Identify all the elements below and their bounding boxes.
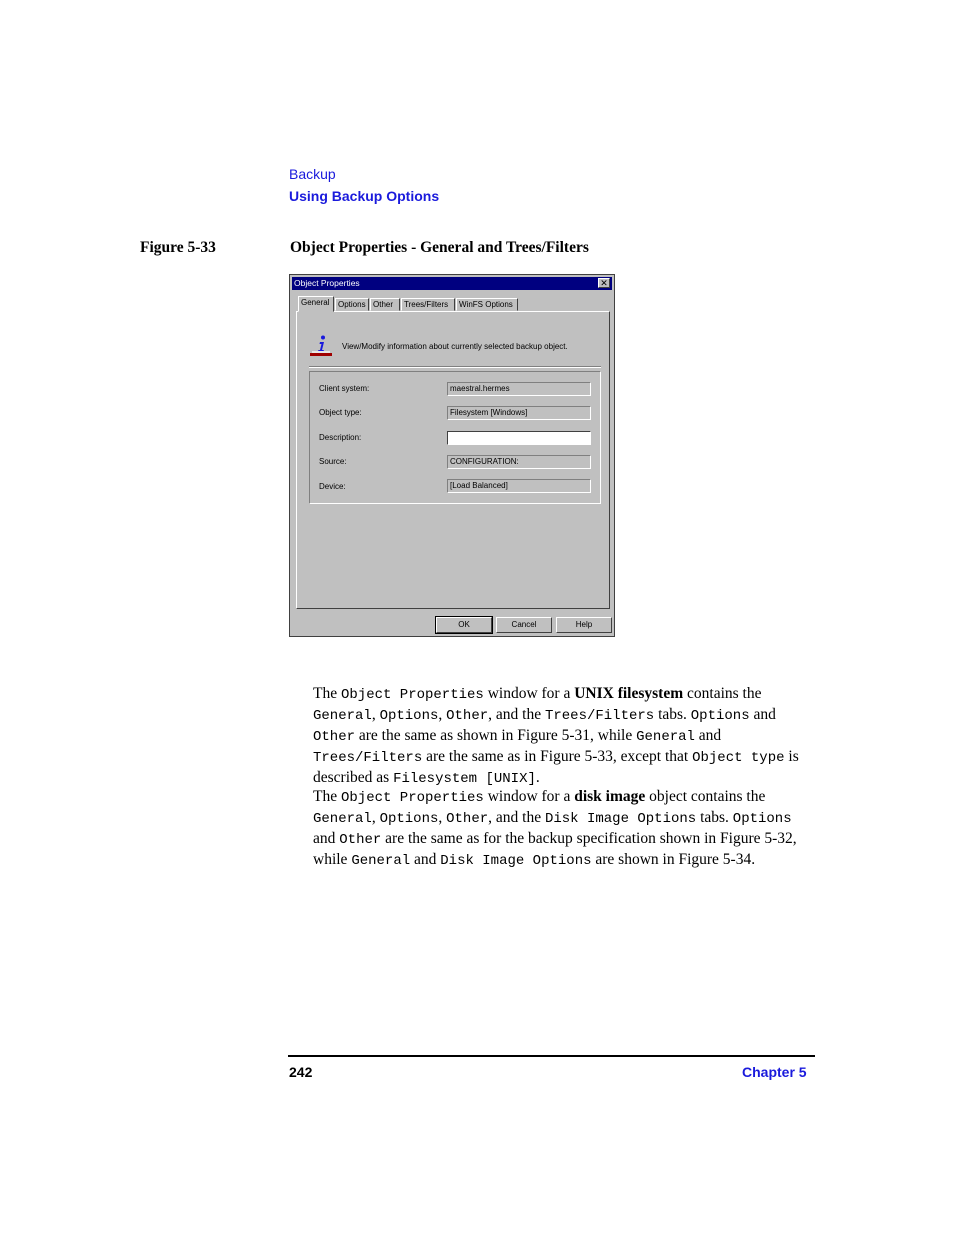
separator — [309, 366, 601, 368]
client-system-field: maestral.hermes — [447, 382, 591, 396]
code: Options — [690, 708, 750, 724]
tab-winfs-options[interactable]: WinFS Options — [456, 298, 518, 311]
code: General — [636, 729, 695, 745]
code: Disk Image Options — [440, 853, 592, 869]
description-label: Description: — [319, 433, 362, 442]
code: Other — [313, 729, 356, 745]
tab-other[interactable]: Other — [370, 298, 400, 311]
code: Options — [379, 708, 439, 724]
running-header-subsection: Using Backup Options — [289, 188, 440, 204]
figure-label: Figure 5-33 — [140, 239, 216, 256]
text: are the same as shown in Figure 5-31, while — [355, 727, 637, 744]
device-field: [Load Balanced] — [447, 479, 591, 493]
text: window for a — [483, 788, 575, 805]
properties-group — [309, 371, 601, 504]
source-field: CONFIGURATION: — [447, 455, 591, 469]
text: and — [749, 706, 776, 723]
paragraph-unix-filesystem — [313, 684, 813, 789]
info-text: View/Modify information about currently selected backup object. — [342, 342, 568, 351]
text: are the same as in Figure 5-33, except that — [422, 748, 693, 765]
device-label: Device: — [319, 482, 346, 491]
description-input[interactable] — [447, 431, 591, 445]
text: contains the — [683, 685, 762, 702]
text: , — [371, 809, 380, 826]
text: . — [535, 769, 540, 786]
text: , — [438, 706, 447, 723]
text: is described as — [313, 748, 799, 786]
dialog-titlebar — [292, 277, 612, 290]
object-type-label: Object type: — [319, 408, 362, 417]
tab-options[interactable]: Options — [335, 298, 369, 311]
code: Other — [446, 811, 489, 827]
ok-button[interactable]: OK — [436, 617, 492, 633]
code: Trees/Filters — [313, 750, 423, 766]
bold-term: UNIX filesystem — [574, 685, 684, 702]
close-icon[interactable]: ✕ — [598, 278, 610, 288]
text: The — [313, 788, 341, 805]
code: Object Properties — [340, 790, 484, 806]
dialog-title: Object Properties — [294, 278, 360, 288]
code: General — [351, 853, 411, 869]
code: Other — [446, 708, 489, 724]
page-number: 242 — [289, 1064, 313, 1080]
client-system-label: Client system: — [319, 384, 370, 393]
object-properties-dialog — [289, 274, 615, 637]
text: , and the — [488, 706, 545, 723]
code: Options — [732, 811, 792, 827]
code: Object Properties — [340, 687, 484, 703]
tab-panel-general — [296, 311, 610, 609]
text: are the same as for the backup specification shown in Figure 5-32, while — [313, 830, 797, 868]
text: , — [371, 706, 380, 723]
figure-title: Object Properties - General and Trees/Filters — [290, 239, 589, 256]
text: , and the — [488, 809, 545, 826]
text: tabs. — [696, 809, 733, 826]
text: and — [410, 851, 441, 868]
text: The — [313, 685, 341, 702]
footer-rule — [288, 1055, 815, 1057]
text: and — [694, 727, 722, 744]
code: Other — [339, 832, 382, 848]
code: Object type — [692, 750, 785, 766]
source-label: Source: — [319, 457, 347, 466]
text: window for a — [483, 685, 575, 702]
code: Filesystem [UNIX] — [393, 771, 536, 787]
chapter-link[interactable]: Chapter 5 — [742, 1064, 807, 1080]
code: General — [313, 811, 372, 827]
bold-term: disk image — [574, 788, 646, 805]
text: and — [313, 830, 340, 847]
tab-general[interactable]: General — [298, 296, 334, 312]
object-type-field: Filesystem [Windows] — [447, 406, 591, 420]
tab-trees-filters[interactable]: Trees/Filters — [401, 298, 455, 311]
code: Options — [379, 811, 439, 827]
text: object contains the — [645, 788, 766, 805]
help-button[interactable]: Help — [556, 617, 612, 633]
text: are shown in Figure 5-34. — [591, 851, 756, 868]
running-header-section: Backup — [289, 166, 336, 182]
code: Disk Image Options — [544, 811, 697, 827]
info-icon — [309, 334, 333, 358]
paragraph-disk-image — [313, 787, 813, 871]
cancel-button[interactable]: Cancel — [496, 617, 552, 633]
code: Trees/Filters — [544, 708, 655, 724]
code: General — [313, 708, 372, 724]
text: tabs. — [654, 706, 691, 723]
text: , — [438, 809, 447, 826]
